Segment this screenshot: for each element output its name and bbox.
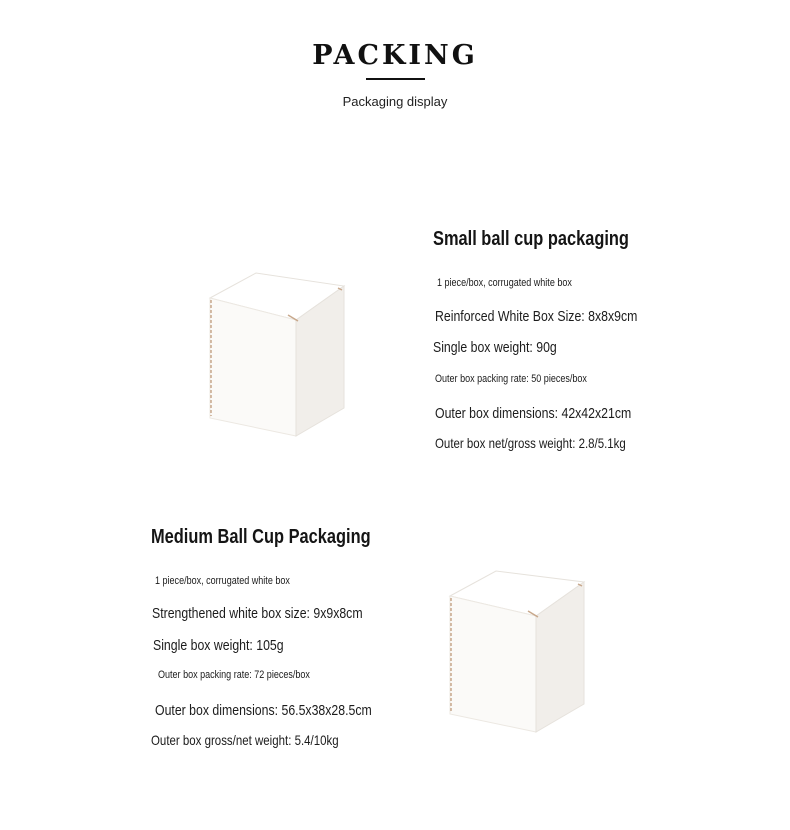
- small-spec-line: Outer box packing rate: 50 pieces/box: [435, 373, 587, 385]
- medium-spec-line: 1 piece/box, corrugated white box: [155, 575, 290, 587]
- small-spec-line: Reinforced White Box Size: 8x8x9cm: [435, 308, 638, 325]
- medium-spec-line: Outer box packing rate: 72 pieces/box: [158, 669, 310, 681]
- medium-spec-line: Outer box gross/net weight: 5.4/10kg: [151, 732, 339, 748]
- small-spec-line: Outer box dimensions: 42x42x21cm: [435, 405, 632, 422]
- white-box-icon: [200, 268, 350, 438]
- page-subtitle: Packaging display: [342, 94, 448, 109]
- small-spec-line: Outer box net/gross weight: 2.8/5.1kg: [435, 435, 626, 451]
- medium-spec-line: Single box weight: 105g: [153, 637, 284, 654]
- page-title: PACKING: [312, 40, 478, 71]
- medium-spec-line: Outer box dimensions: 56.5x38x28.5cm: [155, 702, 372, 719]
- title-divider: [366, 78, 425, 80]
- small-spec-line: 1 piece/box, corrugated white box: [437, 277, 572, 289]
- medium-packaging-title: Medium Ball Cup Packaging: [151, 526, 371, 548]
- white-box-icon: [440, 566, 590, 736]
- small-packaging-title: Small ball cup packaging: [433, 228, 629, 250]
- medium-spec-line: Strengthened white box size: 9x9x8cm: [152, 605, 363, 622]
- small-spec-line: Single box weight: 90g: [433, 339, 557, 356]
